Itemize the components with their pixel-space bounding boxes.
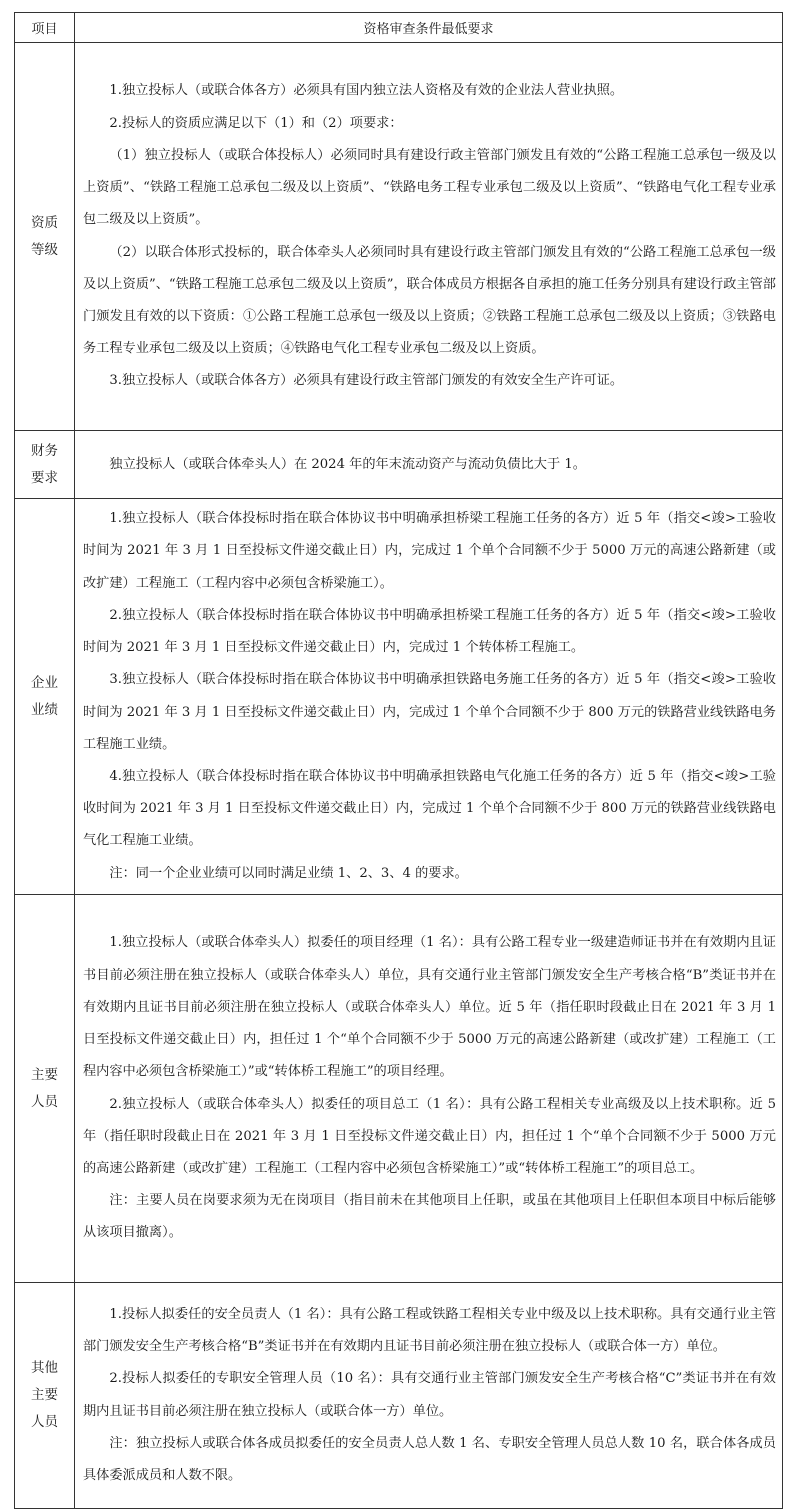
row-label-text: 其他 主要 人员 <box>31 1360 58 1430</box>
paragraph: 1.独立投标人（或联合体牵头人）拟委任的项目经理（1 名）：具有公路工程专业一级建造师证书并在有效期内且证书目前必须注册在独立投标人（或联合体牵头人）单位，具有交通行业主管部门颁发安全生产考核合格“B”类证书并在有效期内且证书目前必须注册在独立投标人（或联合体牵头人）单位。近 5 年（指任职时段截止日在 2021 年 3 月 1 日至投标文件递交截止日）内，担任过 1 个“单个合同额不少于 5000 万元的高速公路新建（或改扩建）工程施工（工程内容中必须包含桥梁施工）”或“转体桥工程施工”的项目经理。 <box>83 935 776 1080</box>
paragraph: 3.独立投标人（联合体投标时指在联合体协议书中明确承担铁路电务施工任务的各方）近 5 年（指交<竣>工验收时间为 2021 年 3 月 1 日至投标文件递交截止日）内，完成过 1 个单个合同额不少于 800 万元的铁路营业线铁路电务工程施工业绩。 <box>83 672 776 752</box>
row-label <box>15 43 75 431</box>
header-requirements: 资格审查条件最低要求 <box>75 13 783 43</box>
qualification-table <box>14 12 783 1509</box>
paragraph: 注：独立投标人或联合体各成员拟委任的安全员责人总人数 1 名、专职安全管理人员总人数 10 名，联合体各成员具体委派成员和人数不限。 <box>83 1435 776 1483</box>
row-content <box>75 1283 783 1509</box>
paragraph: 独立投标人（或联合体牵头人）在 2024 年的年末流动资产与流动负债比大于 1。 <box>109 456 586 472</box>
row-content <box>75 895 783 1283</box>
row-content <box>75 499 783 895</box>
row-label-text: 财务 要求 <box>31 442 58 486</box>
paragraph: 2.投标人拟委任的专职安全管理人员（10 名）：具有交通行业主管部门颁发安全生产考核合格“C”类证书并在有效期内且证书目前必须注册在独立投标人（或联合体一方）单位。 <box>83 1371 776 1419</box>
row-label <box>15 431 75 499</box>
row-label <box>15 895 75 1283</box>
paragraph: 1.投标人拟委任的安全员责人（1 名）：具有公路工程或铁路工程相关专业中级及以上技术职称。具有交通行业主管部门颁发安全生产考核合格“B”类证书并在有效期内且证书目前必须注册在独立投标人（或联合体一方）单位。 <box>83 1306 776 1355</box>
paragraph: 4.独立投标人（联合体投标时指在联合体协议书中明确承担铁路电气化施工任务的各方）近 5 年（指交<竣>工验收时间为 2021 年 3 月 1 日至投标文件递交截止日）内，完成过 1 个单个合同额不少于 800 万元的铁路营业线铁路电气化工程施工业绩。 <box>83 768 776 849</box>
paragraph: 注：主要人员在岗要求须为无在岗项目（指目前未在其他项目上任职，或虽在其他项目上任职但本项目中标后能够从该项目撤离）。 <box>83 1193 776 1241</box>
paragraph: 注：同一个企业业绩可以同时满足业绩 1、2、3、4 的要求。 <box>109 865 468 881</box>
row-financial <box>15 431 783 499</box>
row-qualification-grade <box>15 43 783 431</box>
row-other-key-personnel <box>15 1283 783 1509</box>
paragraph: （1）独立投标人（或联合体投标人）必须同时具有建设行政主管部门颁发且有效的“公路工程施工总承包一级及以上资质”、“铁路工程施工总承包二级及以上资质”、“铁路电务工程专业承包二级及以上资质”、“铁路电气化工程专业承包二级及以上资质”。 <box>83 147 776 228</box>
row-key-personnel <box>15 895 783 1283</box>
paragraph: （2）以联合体形式投标的，联合体牵头人必须同时具有建设行政主管部门颁发且有效的“公路工程施工总承包一级及以上资质”、“铁路工程施工总承包二级及以上资质”，联合体成员方根据各自承担的施工任务分别具有建设行政主管部门颁发且有效的以下资质：①公路工程施工总承包一级及以上资质；②铁路工程施工总承包二级及以上资质；③铁路电务工程专业承包二级及以上资质；④铁路电气化工程专业承包二级及以上资质。 <box>83 244 776 357</box>
paragraph: 2.独立投标人（或联合体牵头人）拟委任的项目总工（1 名）：具有公路工程相关专业高级及以上技术职称。近 5 年（指任职时段截止日在 2021 年 3 月 1 日至投标文件递交截止日）内，担任过 1 个“单个合同额不少于 5000 万元的高速公路新建（或改扩建）工程施工（工程内容中必须包含桥梁施工）”或“转体桥工程施工”的项目总工。 <box>83 1096 776 1176</box>
row-label <box>15 499 75 895</box>
row-label <box>15 1283 75 1509</box>
row-label-text: 主要 人员 <box>31 1066 58 1110</box>
row-content <box>75 431 783 499</box>
paragraph: 2.投标人的资质应满足以下（1）和（2）项要求： <box>109 115 403 131</box>
paragraph: 1.独立投标人（或联合体各方）必须具有国内独立法人资格及有效的企业法人营业执照。 <box>109 83 624 99</box>
header-row <box>15 13 783 43</box>
row-enterprise-performance <box>15 499 783 895</box>
row-label-text: 资质 等级 <box>31 214 58 258</box>
paragraph: 1.独立投标人（联合体投标时指在联合体协议书中明确承担桥梁工程施工任务的各方）近 5 年（指交<竣>工验收时间为 2021 年 3 月 1 日至投标文件递交截止日）内，完成过 1 个单个合同额不少于 5000 万元的高速公路新建（或改扩建）工程施工（工程内容中必须包含桥梁施工）。 <box>83 511 776 591</box>
paragraph: 2.独立投标人（联合体投标时指在联合体协议书中明确承担桥梁工程施工任务的各方）近 5 年（指交<竣>工验收时间为 2021 年 3 月 1 日至投标文件递交截止日）内，完成过 1 个转体桥工程施工。 <box>83 607 776 656</box>
row-content <box>75 43 783 431</box>
header-item: 项目 <box>15 13 75 43</box>
row-label-text: 企业 业绩 <box>31 674 58 718</box>
paragraph: 3.独立投标人（或联合体各方）必须具有建设行政主管部门颁发的有效安全生产许可证。 <box>109 373 624 389</box>
